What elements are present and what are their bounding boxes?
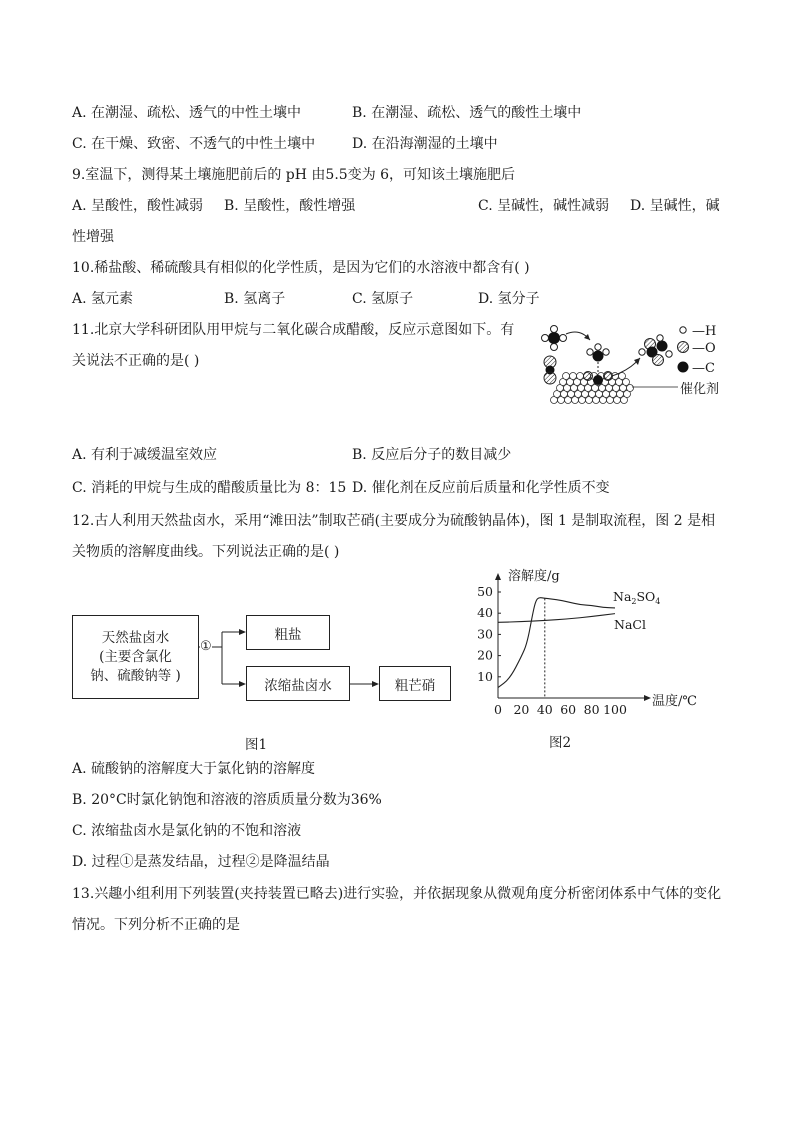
q12-stem-line1: 12.古人利用天然盐卤水，采用“滩田法”制取芒硝(主要成分为硫酸钠晶体)，图 1 是制取流程，图 2 是相 bbox=[72, 513, 716, 529]
q10-option-b: B. 氢离子 bbox=[224, 291, 286, 307]
q9-stem: 9.室温下，测得某土壤施肥前后的 pH 由5.5变为 6，可知该土壤施肥后 bbox=[72, 167, 516, 183]
q8-option-d: D. 在沿海潮湿的土壤中 bbox=[352, 136, 498, 152]
x-axis-arrow bbox=[644, 695, 651, 701]
x-tick-label: 100 bbox=[603, 702, 627, 717]
q12-stem-line2: 关物质的溶解度曲线。下列说法正确的是( ) bbox=[72, 544, 340, 560]
flow-step-1: ① bbox=[200, 639, 212, 654]
y-axis-label: 溶解度/g bbox=[508, 569, 560, 584]
legend-o bbox=[678, 341, 716, 356]
x-axis-label: 温度/℃ bbox=[652, 694, 697, 709]
q12-option-b: B. 20°C时氯化钠饱和溶液的溶质质量分数为36% bbox=[72, 792, 382, 808]
svg-text:—: — bbox=[692, 341, 705, 356]
q12-option-a: A. 硫酸钠的溶解度大于氯化钠的溶解度 bbox=[72, 761, 316, 777]
q13-stem-line1: 13.兴趣小组利用下列装置(夹持装置已略去)进行实验，并依据现象从微观角度分析密闭体系中气体的变化 bbox=[72, 886, 722, 902]
x-tick-label: 60 bbox=[560, 702, 577, 717]
q8-option-c: C. 在干燥、致密、不透气的中性土壤中 bbox=[72, 136, 316, 152]
q13-stem-line2: 情况。下列分析不正确的是 bbox=[72, 917, 240, 933]
methane-molecule bbox=[542, 326, 567, 351]
q11-option-a: A. 有利于减缓温室效应 bbox=[72, 447, 218, 463]
legend-catalyst: 催化剂 bbox=[680, 382, 720, 397]
q11-stem-line2: 关说法不正确的是( ) bbox=[72, 353, 200, 369]
svg-text:—: — bbox=[692, 324, 705, 339]
q10-option-c: C. 氢原子 bbox=[352, 291, 414, 307]
solubility-chart bbox=[470, 566, 720, 746]
svg-text:C: C bbox=[705, 361, 715, 376]
flow-mirabilite-box: 粗芒硝 bbox=[379, 666, 451, 701]
q9-option-b: B. 呈酸性，酸性增强 bbox=[224, 198, 356, 214]
q10-stem: 10.稀盐酸、稀硫酸具有相似的化学性质，是因为它们的水溶液中都含有( ) bbox=[72, 260, 530, 276]
svg-text:H: H bbox=[705, 324, 717, 339]
flow-concentrated-box: 浓缩盐卤水 bbox=[246, 666, 350, 701]
q9-option-d: D. 呈碱性，碱 bbox=[630, 198, 720, 214]
acetic-acid-molecule bbox=[639, 335, 672, 366]
x-tick-label: 0 bbox=[494, 702, 502, 717]
q12-option-c: C. 浓缩盐卤水是氯化钠的不饱和溶液 bbox=[72, 823, 302, 839]
series-label-na2so4: $Na_2SO_4$ bbox=[613, 589, 661, 606]
flow-connectors bbox=[196, 620, 386, 700]
co2-molecule bbox=[544, 356, 556, 384]
x-tick-label: 20 bbox=[513, 702, 530, 717]
q10-option-d: D. 氢分子 bbox=[478, 291, 540, 307]
q11-option-c: C. 消耗的甲烷与生成的醋酸质量比为 8：15 bbox=[72, 480, 347, 496]
q9-option-c: C. 呈碱性，碱性减弱 bbox=[478, 198, 610, 214]
y-tick-label: 50 bbox=[477, 584, 493, 599]
flow-coarse-salt-box: 粗盐 bbox=[246, 615, 330, 650]
figure1-caption: 图1 bbox=[245, 737, 268, 753]
y-tick-label: 40 bbox=[477, 605, 493, 621]
q8-option-a: A. 在潮湿、疏松、透气的中性土壤中 bbox=[72, 105, 302, 121]
y-tick-label: 20 bbox=[477, 647, 493, 663]
series-label-nacl: NaCl bbox=[614, 617, 646, 632]
y-tick-label: 30 bbox=[477, 626, 493, 642]
q9-option-d-continued: 性增强 bbox=[72, 229, 114, 245]
flow-source-box bbox=[72, 615, 199, 699]
q11-stem-line1: 11.北京大学科研团队用甲烷与二氧化碳合成醋酸，反应示意图如下。有 bbox=[72, 322, 515, 338]
q9-option-a: A. 呈酸性，酸性减弱 bbox=[72, 198, 204, 214]
svg-text:—: — bbox=[692, 361, 705, 376]
flow-source-line3: 钠、硫酸钠等 ) bbox=[90, 667, 181, 684]
q12-option-d: D. 过程①是蒸发结晶，过程②是降温结晶 bbox=[72, 854, 330, 870]
reaction-diagram bbox=[532, 316, 732, 410]
flow-source-line1: 天然盐卤水 bbox=[101, 629, 170, 646]
flow-source-line2: (主要含氯化 bbox=[99, 648, 172, 665]
y-tick-label: 10 bbox=[477, 668, 493, 684]
figure2-caption: 图2 bbox=[549, 735, 572, 751]
legend-h bbox=[680, 324, 717, 339]
x-tick-label: 80 bbox=[583, 702, 600, 717]
q11-option-b: B. 反应后分子的数目减少 bbox=[352, 447, 512, 463]
q11-option-d: D. 催化剂在反应前后质量和化学性质不变 bbox=[352, 480, 610, 496]
y-axis-arrow bbox=[495, 573, 501, 580]
curve-nacl bbox=[498, 614, 615, 623]
svg-text:O: O bbox=[705, 341, 716, 356]
intermediate-molecule bbox=[584, 344, 613, 385]
legend-c bbox=[678, 361, 716, 376]
q10-option-a: A. 氢元素 bbox=[72, 291, 134, 307]
curve-na2so4 bbox=[498, 598, 615, 688]
x-tick-label: 40 bbox=[536, 702, 553, 717]
q8-option-b: B. 在潮湿、疏松、透气的酸性土壤中 bbox=[352, 105, 582, 121]
